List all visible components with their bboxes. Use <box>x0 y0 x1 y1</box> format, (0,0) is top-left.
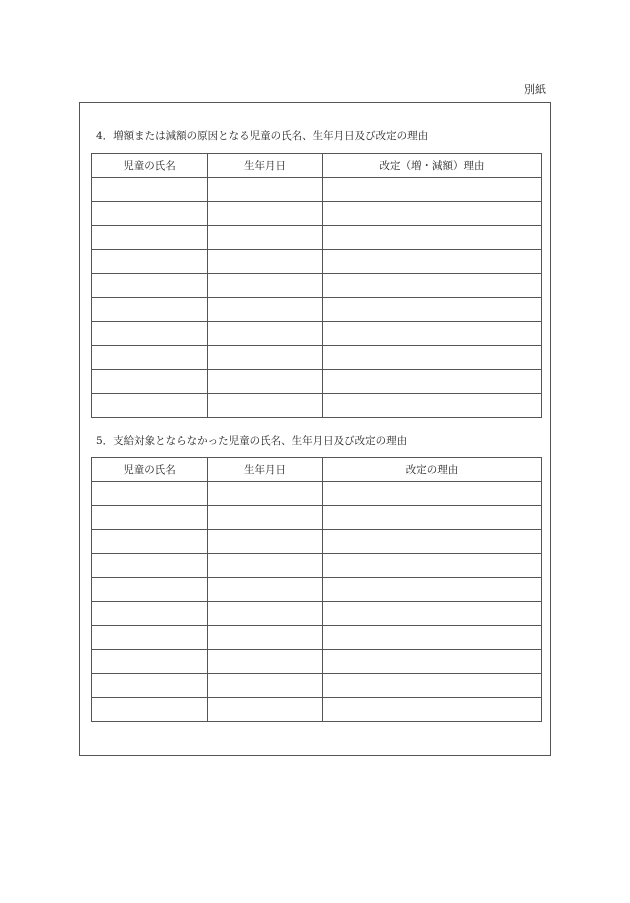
table-row <box>92 482 542 506</box>
birth-date-cell[interactable] <box>208 602 323 626</box>
table-row <box>92 506 542 530</box>
table-row <box>92 698 542 722</box>
birth-date-cell[interactable] <box>208 578 323 602</box>
table-row <box>92 674 542 698</box>
child-name-cell[interactable] <box>92 226 208 250</box>
table-row <box>92 250 542 274</box>
table-row <box>92 274 542 298</box>
birth-date-cell[interactable] <box>208 506 323 530</box>
column-header-child-name: 児童の氏名 <box>92 154 208 178</box>
revision-reason-cell[interactable] <box>323 578 542 602</box>
revision-reason-cell[interactable] <box>323 298 542 322</box>
revision-reason-cell[interactable] <box>323 506 542 530</box>
child-name-cell[interactable] <box>92 346 208 370</box>
revision-reason-cell[interactable] <box>323 250 542 274</box>
section-4-table <box>91 153 542 418</box>
revision-reason-cell[interactable] <box>323 178 542 202</box>
birth-date-cell[interactable] <box>208 322 323 346</box>
table-row <box>92 626 542 650</box>
table-row <box>92 178 542 202</box>
child-name-cell[interactable] <box>92 298 208 322</box>
revision-reason-cell[interactable] <box>323 626 542 650</box>
section-5-table <box>91 457 542 722</box>
column-header-birth-date: 生年月日 <box>208 154 323 178</box>
revision-reason-cell[interactable] <box>323 322 542 346</box>
child-name-cell[interactable] <box>92 506 208 530</box>
table-row <box>92 394 542 418</box>
column-header-revision-reason: 改定の理由 <box>323 458 542 482</box>
child-name-cell[interactable] <box>92 274 208 298</box>
birth-date-cell[interactable] <box>208 698 323 722</box>
table-row <box>92 602 542 626</box>
revision-reason-cell[interactable] <box>323 650 542 674</box>
table-row <box>92 298 542 322</box>
birth-date-cell[interactable] <box>208 346 323 370</box>
revision-reason-cell[interactable] <box>323 482 542 506</box>
child-name-cell[interactable] <box>92 250 208 274</box>
birth-date-cell[interactable] <box>208 274 323 298</box>
child-name-cell[interactable] <box>92 394 208 418</box>
child-name-cell[interactable] <box>92 322 208 346</box>
section-5-heading: 5．支給対象とならなかった児童の氏名、生年月日及び改定の理由 <box>96 435 408 447</box>
birth-date-cell[interactable] <box>208 178 323 202</box>
revision-reason-cell[interactable] <box>323 530 542 554</box>
table-header-row <box>92 458 542 482</box>
column-header-revision-reason: 改定（増・減額）理由 <box>323 154 542 178</box>
child-name-cell[interactable] <box>92 554 208 578</box>
table-row <box>92 226 542 250</box>
birth-date-cell[interactable] <box>208 370 323 394</box>
birth-date-cell[interactable] <box>208 394 323 418</box>
table-row <box>92 322 542 346</box>
table-header-row <box>92 154 542 178</box>
table-row <box>92 554 542 578</box>
column-header-child-name: 児童の氏名 <box>92 458 208 482</box>
child-name-cell[interactable] <box>92 370 208 394</box>
child-name-cell[interactable] <box>92 698 208 722</box>
table-row <box>92 202 542 226</box>
section-4-heading: 4．増額または減額の原因となる児童の氏名、生年月日及び改定の理由 <box>96 130 429 142</box>
revision-reason-cell[interactable] <box>323 394 542 418</box>
table-row <box>92 578 542 602</box>
birth-date-cell[interactable] <box>208 250 323 274</box>
birth-date-cell[interactable] <box>208 674 323 698</box>
revision-reason-cell[interactable] <box>323 346 542 370</box>
table-row <box>92 530 542 554</box>
child-name-cell[interactable] <box>92 674 208 698</box>
table-row <box>92 650 542 674</box>
birth-date-cell[interactable] <box>208 530 323 554</box>
child-name-cell[interactable] <box>92 530 208 554</box>
revision-reason-cell[interactable] <box>323 698 542 722</box>
birth-date-cell[interactable] <box>208 626 323 650</box>
attachment-label: 別紙 <box>524 83 546 96</box>
birth-date-cell[interactable] <box>208 482 323 506</box>
birth-date-cell[interactable] <box>208 298 323 322</box>
child-name-cell[interactable] <box>92 202 208 226</box>
child-name-cell[interactable] <box>92 650 208 674</box>
table-row <box>92 346 542 370</box>
child-name-cell[interactable] <box>92 578 208 602</box>
child-name-cell[interactable] <box>92 178 208 202</box>
birth-date-cell[interactable] <box>208 226 323 250</box>
revision-reason-cell[interactable] <box>323 674 542 698</box>
revision-reason-cell[interactable] <box>323 554 542 578</box>
revision-reason-cell[interactable] <box>323 274 542 298</box>
column-header-birth-date: 生年月日 <box>208 458 323 482</box>
birth-date-cell[interactable] <box>208 650 323 674</box>
child-name-cell[interactable] <box>92 482 208 506</box>
revision-reason-cell[interactable] <box>323 602 542 626</box>
revision-reason-cell[interactable] <box>323 226 542 250</box>
revision-reason-cell[interactable] <box>323 202 542 226</box>
table-row <box>92 370 542 394</box>
birth-date-cell[interactable] <box>208 202 323 226</box>
child-name-cell[interactable] <box>92 626 208 650</box>
birth-date-cell[interactable] <box>208 554 323 578</box>
revision-reason-cell[interactable] <box>323 370 542 394</box>
child-name-cell[interactable] <box>92 602 208 626</box>
